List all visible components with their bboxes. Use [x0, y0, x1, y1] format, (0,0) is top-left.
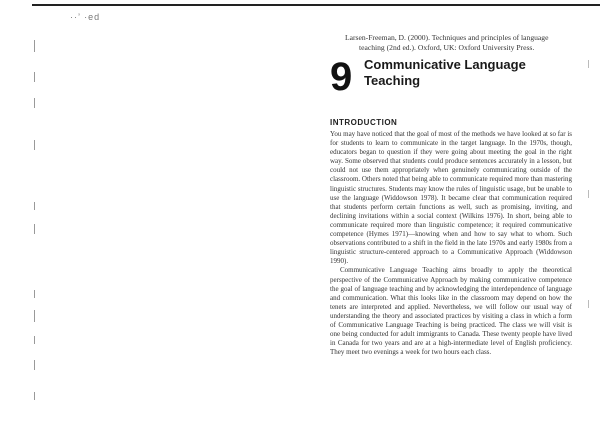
left-margin-marks: [0, 0, 60, 436]
paragraph: Communicative Language Teaching aims broadly to apply the theoretical perspective of the Communicative Approach by making communicative competence the goal of language teaching and by acknowledging the interdependence of language and communication. What this looks like in the classroom may depend on how the tenets are interpreted and applied. Nevertheless, we will follow our usual way of understanding the theory and associated practices by visiting a class in which a form of Communicative Language Teaching is being practiced. The class we will visit is one being conducted for adult immigrants to Canada. These twenty people have lived in Canada for two years and are at a high-intermediate level of English proficiency. They meet two evenings a week for two hours each class.: [330, 266, 572, 357]
margin-tick: [588, 300, 589, 308]
margin-tick: [34, 202, 35, 210]
margin-tick: [34, 140, 35, 150]
margin-tick: [34, 98, 35, 108]
corner-mark: ··’ ·ed: [70, 12, 101, 22]
margin-tick: [34, 40, 35, 52]
top-rule: [32, 4, 600, 6]
margin-tick: [34, 360, 35, 370]
paragraph: You may have noticed that the goal of most of the methods we have looked at so far is for students to learn to communicate in the target language. In the 1970s, though, educators began to question if they were going about meeting the goal in the right way. Some observed that students could produce sentences accurately in a lesson, but could not use them appropriately when genuinely communicating outside of the classroom. Others noted that being able to communicate required more than mastering linguistic structures. Students may know the rules of linguistic usage, but be unable to use the language (Widdowson 1978). It became clear that communication required that students perform certain functions as well, such as promising, inviting, and declining invitations within a social context (Wilkins 1976). In short, being able to communicate required more than linguistic competence; it required communicative competence (Hymes 1971)—knowing when and how to say what to whom. Such observations contributed to a shift in the field in the late 1970s and early 1980s from a linguistic structure-centered approach to a Communicative Approach (Widdowson 1990).: [330, 130, 572, 266]
citation-reference: [345, 33, 585, 53]
margin-tick: [34, 290, 35, 298]
chapter-number: 9: [330, 55, 353, 99]
chapter-title: Communicative Language Teaching: [364, 57, 526, 88]
right-margin-marks: [580, 0, 600, 436]
citation-line-1: Larsen-Freeman, D. (2000). Techniques and principles of language: [345, 33, 549, 42]
margin-tick: [588, 190, 589, 198]
margin-tick: [34, 72, 35, 82]
margin-tick: [588, 60, 589, 68]
body-text: [330, 130, 572, 357]
margin-tick: [34, 310, 35, 322]
citation-line-2: teaching (2nd ed.). Oxford, UK: Oxford University Press.: [359, 43, 535, 52]
margin-tick: [34, 392, 35, 400]
margin-tick: [34, 336, 35, 344]
section-heading: INTRODUCTION: [330, 118, 398, 127]
margin-tick: [34, 224, 35, 234]
